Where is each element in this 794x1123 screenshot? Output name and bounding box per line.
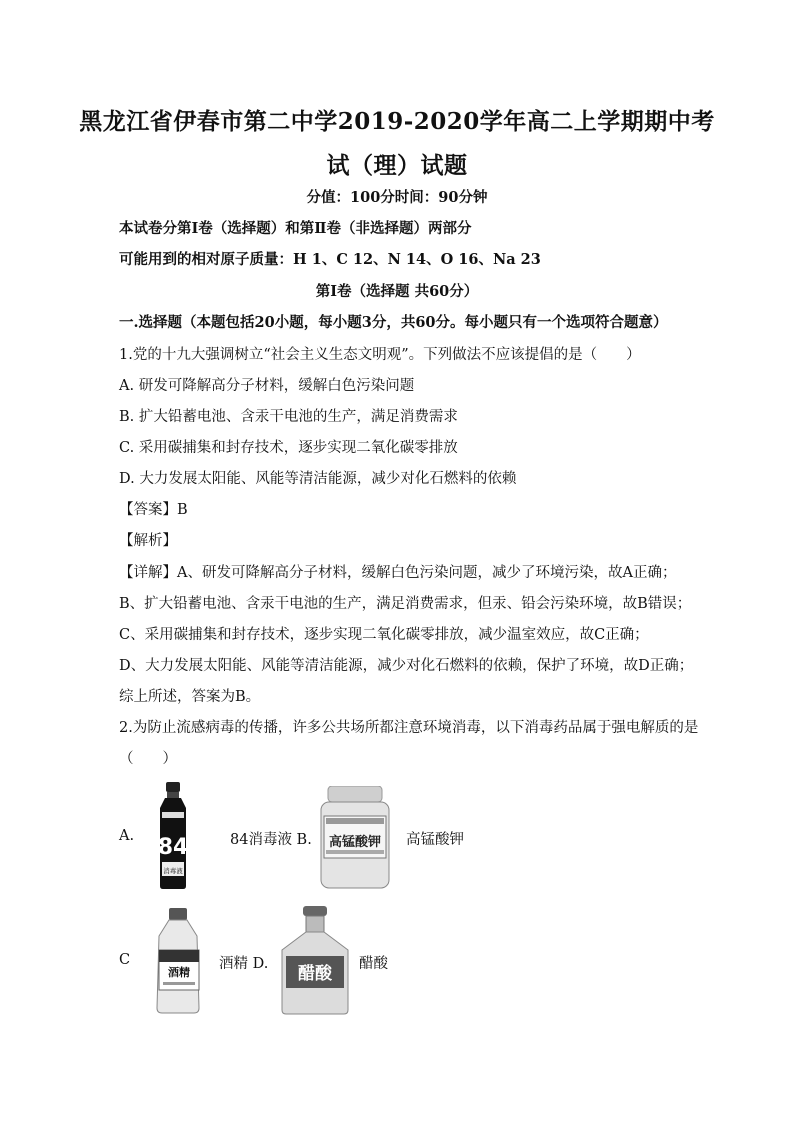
q2-option-d-text: 醋酸 xyxy=(359,956,388,972)
section-title: 第Ⅰ卷（选择题 共60分） xyxy=(315,283,479,300)
alcohol-bottle-image xyxy=(147,908,209,1014)
q1-option-d: D. 大力发展太阳能、风能等清洁能源，减少对化石燃料的依赖 xyxy=(119,471,517,487)
part-heading: 一.选择题（本题包括20小题，每小题3分，共60分。每小题只有一个选项符合题意） xyxy=(119,314,668,331)
structure-line: 本试卷分第Ⅰ卷（选择题）和第Ⅱ卷（非选择题）两部分 xyxy=(119,220,472,237)
score-time-line: 分值：100分时间：90分钟 xyxy=(306,189,488,206)
q2-option-a-letter: A. xyxy=(119,828,135,844)
doc-title-line1: 黑龙江省伊春市第二中学2019-2020学年高二上学期期中考 xyxy=(79,108,715,135)
disinfectant-84-bottle-image xyxy=(152,782,194,890)
potassium-permanganate-jar-image xyxy=(318,786,392,890)
acetic-acid-bottle-label: 醋酸 xyxy=(298,964,332,984)
q1-option-c: C. 采用碳捕集和封存技术，逐步实现二氧化碳零排放 xyxy=(119,440,458,456)
q2-option-a-text: 84消毒液 B. xyxy=(230,832,312,848)
q1-option-b: B. 扩大铅蓄电池、含汞干电池的生产，满足消费需求 xyxy=(119,409,458,425)
q1-explanation-line: 【详解】A、研发可降解高分子材料，缓解白色污染问题，减少了环境污染，故A正确； xyxy=(119,565,677,581)
q2-option-c-letter: C xyxy=(119,952,131,968)
bottle-84-subtext: 消毒液 xyxy=(163,867,183,875)
bottle-84-number: 84 xyxy=(157,835,189,860)
q1-stem: 1.党的十九大强调树立“社会主义生态文明观”。下列做法不应该提倡的是（ ） xyxy=(119,347,641,363)
q1-explanation-line: C、采用碳捕集和封存技术，逐步实现二氧化碳零排放，减少温室效应，故C正确； xyxy=(119,627,649,643)
atomic-mass-line: 可能用到的相对原子质量：H 1、C 12、N 14、O 16、Na 23 xyxy=(119,251,541,268)
doc-title-line2: 试（理）试题 xyxy=(326,152,468,179)
alcohol-bottle-label: 酒精 xyxy=(168,966,190,979)
q1-explanation-line: B、扩大铅蓄电池、含汞干电池的生产，满足消费需求，但汞、铅会污染环境，故B错误； xyxy=(119,596,692,612)
acetic-acid-bottle-image xyxy=(276,906,354,1016)
q1-analysis-heading: 【解析】 xyxy=(119,533,177,549)
q2-option-c-text: 酒精 D. xyxy=(219,956,269,972)
q2-option-b-text: 高锰酸钾 xyxy=(406,832,464,848)
kmno4-jar-label: 高锰酸钾 xyxy=(328,835,382,850)
q1-option-a: A. 研发可降解高分子材料，缓解白色污染问题 xyxy=(119,378,415,394)
q2-stem-cont: （ ） xyxy=(119,751,177,767)
q2-stem: 2.为防止流感病毒的传播，许多公共场所都注意环境消毒，以下消毒药品属于强电解质的是 xyxy=(119,720,699,736)
q1-answer: 【答案】B xyxy=(119,502,188,518)
q1-conclusion: 综上所述，答案为B。 xyxy=(119,689,261,705)
q1-explanation-line: D、大力发展太阳能、风能等清洁能源，减少对化石燃料的依赖，保护了环境，故D正确； xyxy=(119,658,694,674)
